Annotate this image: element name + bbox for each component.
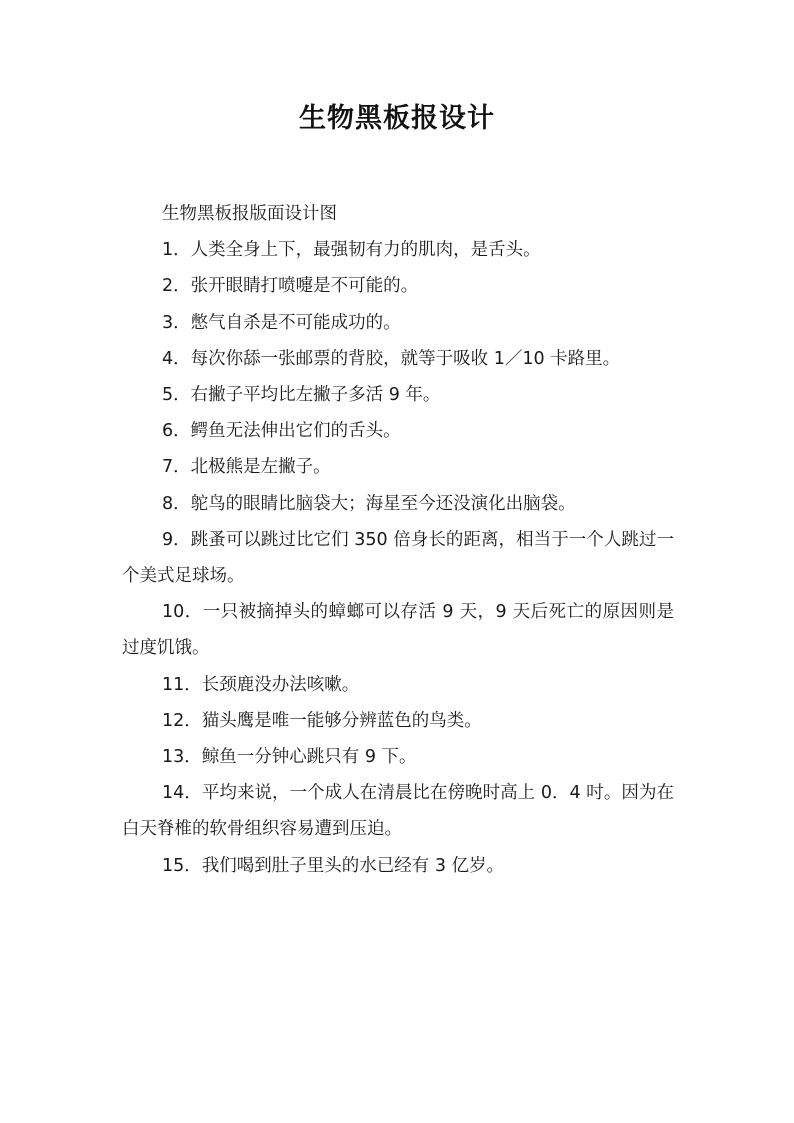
fact-paragraph: 5．右撇子平均比左撇子多活 9 年。 (162, 385, 441, 406)
fact-paragraph: 6．鳄鱼无法伸出它们的舌头。 (162, 421, 401, 442)
fact-paragraph: 13．鲸鱼一分钟心跳只有 9 下。 (162, 747, 417, 768)
fact-paragraph: 1．人类全身上下，最强韧有力的肌肉，是舌头。 (162, 240, 541, 261)
fact-paragraph: 15．我们喝到肚子里头的水已经有 3 亿岁。 (162, 855, 505, 876)
fact-paragraph: 9．跳蚤可以跳过比它们 350 倍身长的距离，相当于一个人跳过一个美式足球场。 (122, 529, 674, 587)
fact-paragraph: 8．鸵鸟的眼睛比脑袋大；海星至今还没演化出脑袋。 (162, 493, 576, 514)
subtitle-paragraph: 生物黑板报版面设计图 (162, 204, 337, 224)
fact-paragraph: 2．张开眼睛打喷嚏是不可能的。 (162, 276, 419, 297)
document-title: 生物黑板报设计 (299, 103, 495, 134)
fact-paragraph: 14．平均来说，一个成人在清晨比在傍晚时高上 0．4 吋。因为在白天脊椎的软骨组织容易遭到压迫。 (122, 783, 674, 840)
fact-paragraph: 7．北极熊是左撇子。 (162, 457, 331, 478)
fact-paragraph: 12．猫头鹰是唯一能够分辨蓝色的鸟类。 (162, 710, 482, 731)
fact-paragraph: 10．一只被摘掉头的蟑螂可以存活 9 天，9 天后死亡的原因则是过度饥饿。 (122, 602, 674, 659)
fact-paragraph: 4．每次你舔一张邮票的背胶，就等于吸收 1／10 卡路里。 (162, 348, 621, 369)
fact-paragraph: 3．憋气自杀是不可能成功的。 (162, 312, 401, 333)
document-body (122, 196, 674, 884)
fact-paragraph: 11．长颈鹿没办法咳嗽。 (162, 674, 360, 695)
